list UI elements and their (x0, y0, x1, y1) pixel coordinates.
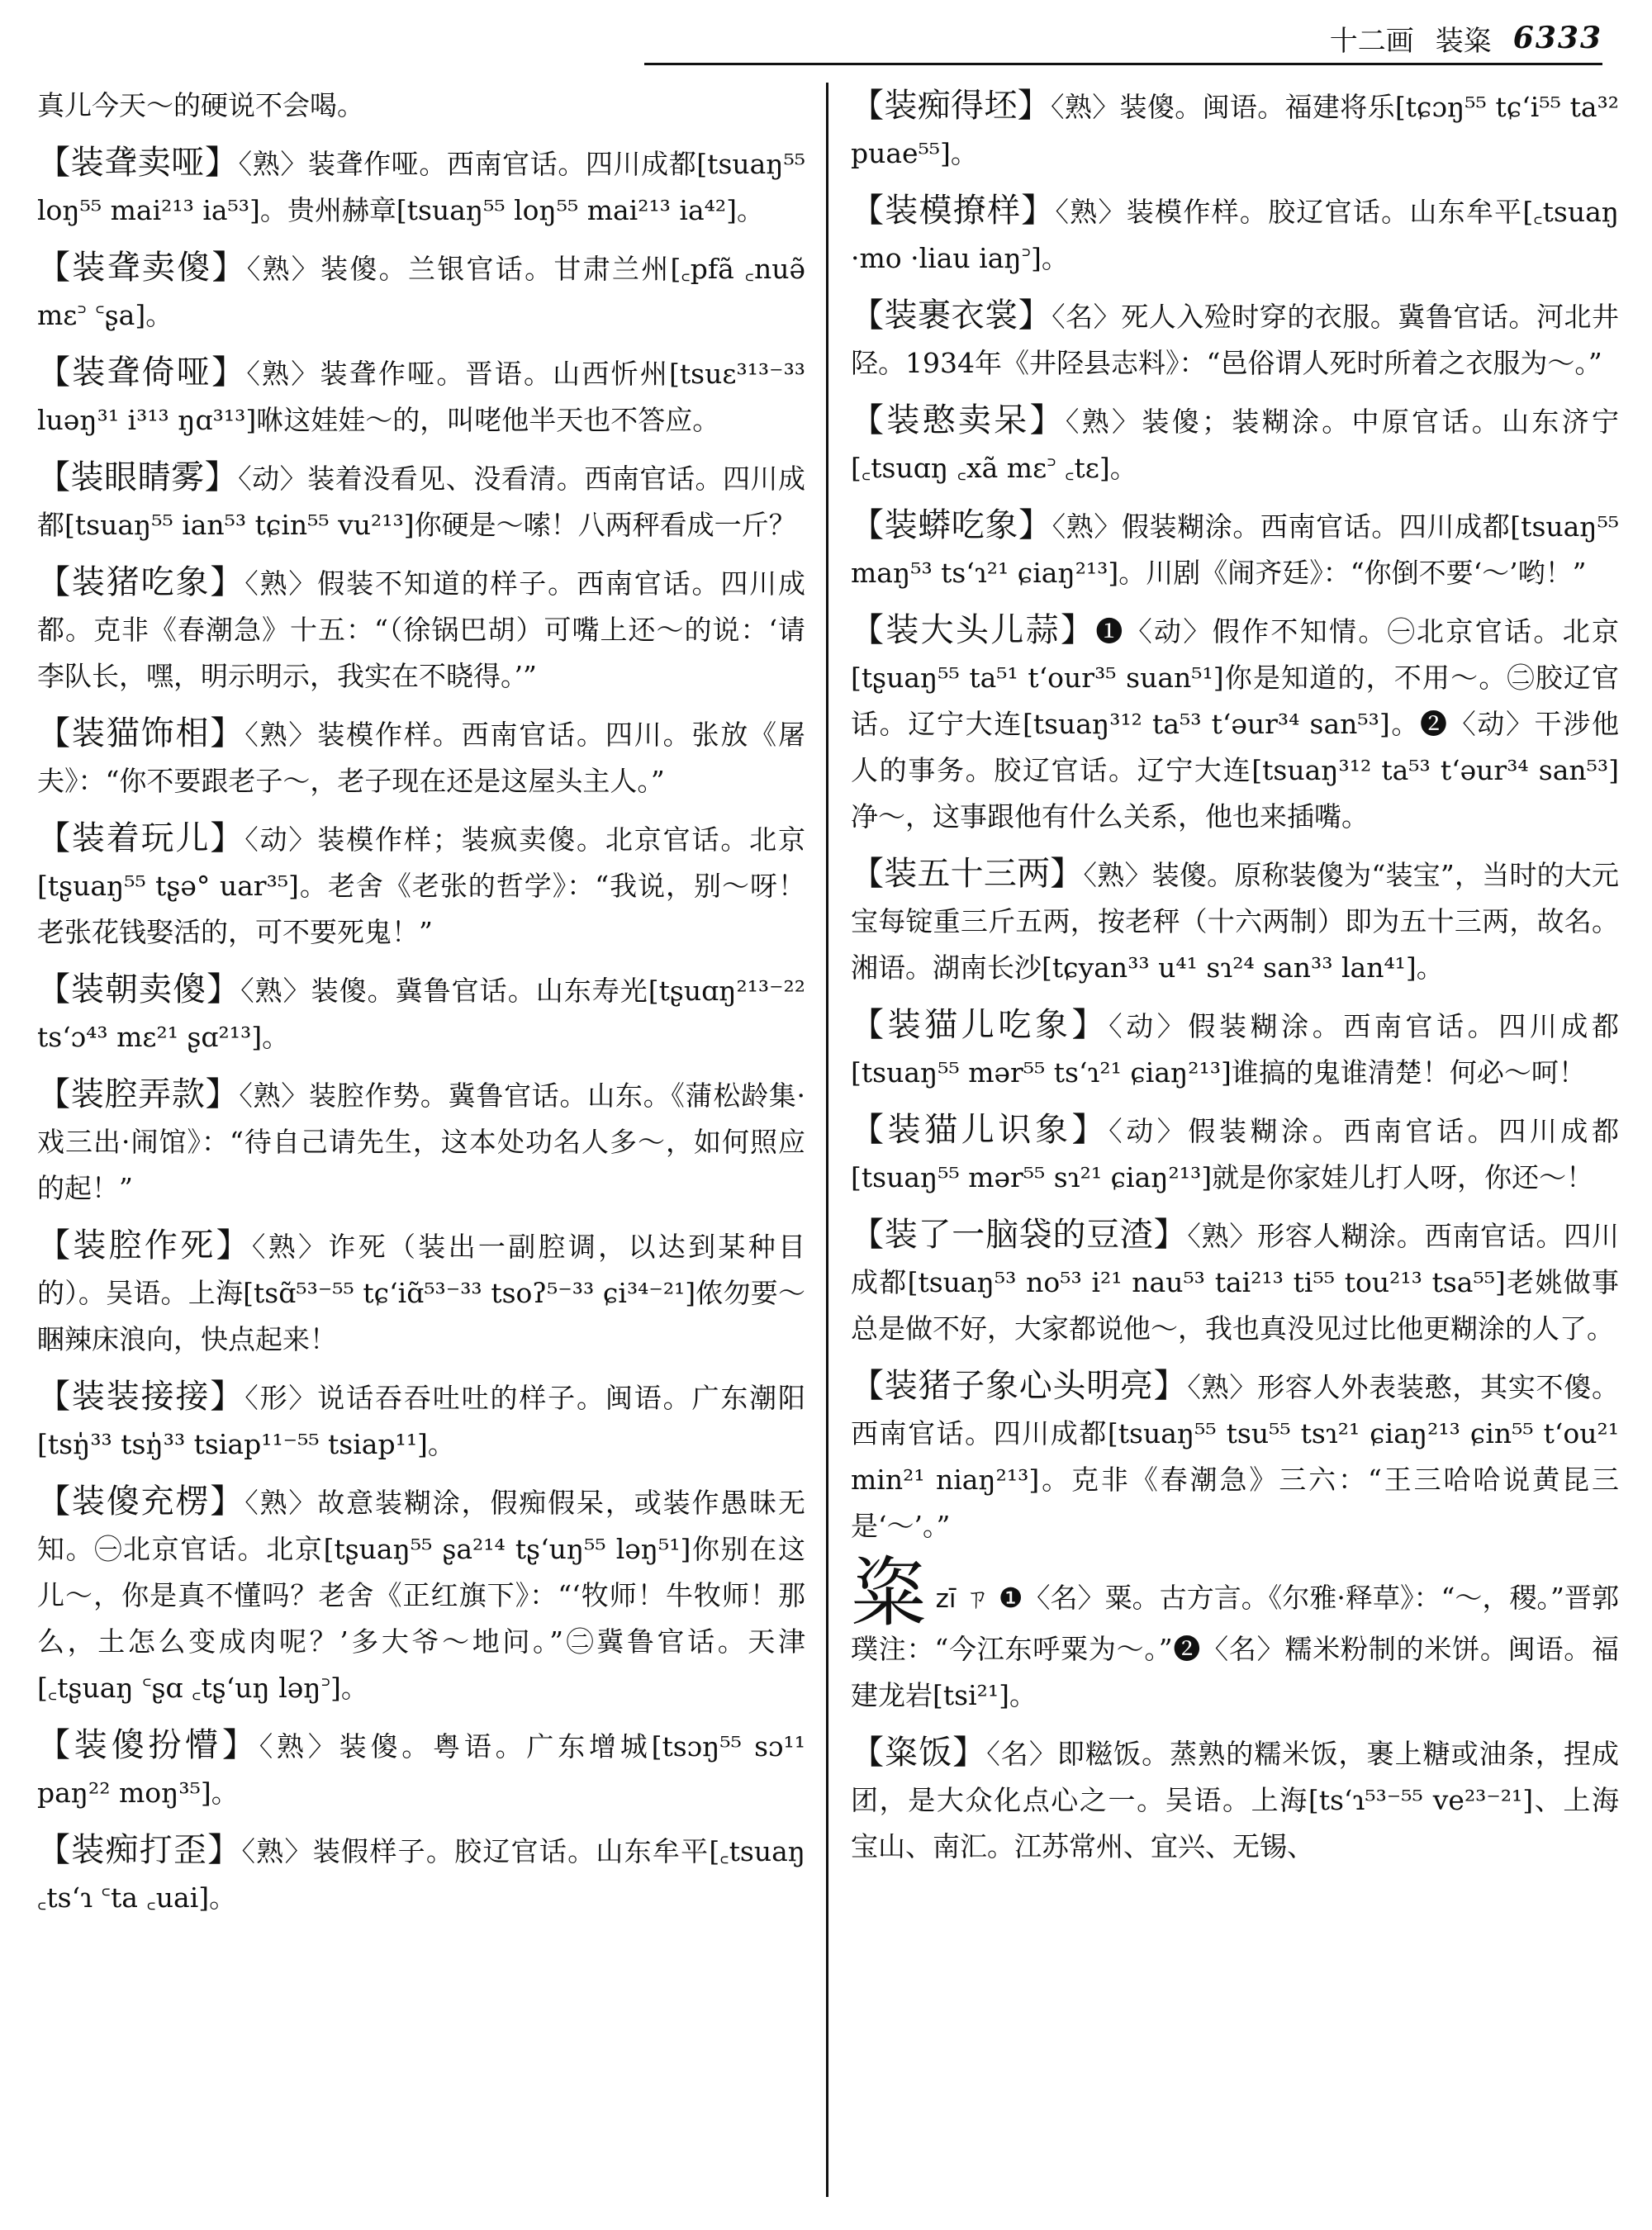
dictionary-entry: 【装猫儿吃象】〈动〉假装糊涂。西南官话。四川成都[tsuaŋ⁵⁵ mər⁵⁵ tsʻɿ²¹ ɕiaŋ²¹³]谁搞的鬼谁清楚！何必～呵！ (851, 1006, 1619, 1089)
entry-definition: ❶〈动〉假作不知情。㊀北京官话。北京[tʂuaŋ⁵⁵ ta⁵¹ tʻour³⁵ suan⁵¹]你是知道的，不用～。㊁胶辽官话。辽宁大连[tsuaŋ³¹² ta⁵³ tʻəur³⁴ san⁵³]。❷〈动〉干涉他人的事务。胶辽官话。辽宁大连[tsuaŋ³¹² ta⁵³ tʻəur³⁴ san⁵³]净～，这事跟他有什么关系，他也来插嘴。 (851, 615, 1619, 833)
entry-definition: 〈动〉装着没看见、没看清。西南官话。四川成都[tsuaŋ⁵⁵ ian⁵³ tɕin⁵⁵ vu²¹³]你硬是～嗦！八两秤看成一斤？ (37, 463, 805, 541)
headword: 装憨卖呆 (886, 401, 1030, 439)
headword: 装裹衣裳 (884, 297, 1018, 334)
page-header (1330, 15, 1602, 61)
header-rule (644, 63, 1602, 65)
entry-definition: 〈熟〉形容人外表装憨，其实不傻。西南官话。四川成都[tsuaŋ⁵⁵ tsu⁵⁵ tsɿ²¹ ɕiaŋ²¹³ ɕin⁵⁵ tʻou²¹ min²¹ niaŋ²¹³]。克非《春潮急》三六：“王三哈哈说黄昆三是‘～’。” (851, 1371, 1619, 1542)
headword: 装蟒吃象 (884, 506, 1019, 544)
dictionary-entry: 【装着玩儿】〈动〉装模作样；装疯卖傻。北京官话。北京[tʂuaŋ⁵⁵ tʂə° uar³⁵]。老舍《老张的哲学》：“我说，别～呀！老张花钱娶活的，可不要死鬼！” (37, 819, 805, 948)
entry-definition: 〈名〉即糍饭。蒸熟的糯米饭，裹上糖或油条，捏成团，是大众化点心之一。吴语。上海[tsʻɿ⁵³⁻⁵⁵ ve²³⁻²¹]、上海宝山、南汇。江苏常州、宜兴、无锡、 (851, 1738, 1619, 1862)
headword: 装猫儿识象 (887, 1111, 1072, 1149)
headword: 装聋卖哑 (70, 144, 206, 182)
dictionary-entry: 【装装接接】〈形〉说话吞吞吐吐的样子。闽语。广东潮阳[tsŋ̍³³ tsŋ̍³³ tsiap¹¹⁻⁵⁵ tsiap¹¹]。 (37, 1378, 805, 1460)
dictionary-entry: 【装聋卖哑】〈熟〉装聋作哑。西南官话。四川成都[tsuaŋ⁵⁵ loŋ⁵⁵ mai²¹³ ia⁵³]。贵州赫章[tsuaŋ⁵⁵ loŋ⁵⁵ mai²¹³ ia⁴²]。 (37, 144, 805, 226)
dictionary-entry: 【装朝卖傻】〈熟〉装傻。冀鲁官话。山东寿光[tʂuɑŋ²¹³⁻²² tsʻɔ⁴³ mɛ²¹ ʂɑ²¹³]。 (37, 970, 805, 1053)
headword: 装腔作死 (73, 1226, 216, 1264)
entry-definition: 〈熟〉装傻。粤语。广东增城[tsɔŋ⁵⁵ sɔ¹¹ paŋ²² moŋ³⁵]。 (37, 1730, 805, 1809)
entry-definition: 〈熟〉装模作样。西南官话。四川。张放《屠夫》：“你不要跟老子～，老子现在还是这屋头主人。” (37, 719, 805, 797)
headword: 装朝卖傻 (71, 970, 207, 1008)
dictionary-entry: 【装模撩样】〈熟〉装模作样。胶辽官话。山东牟平[꜀tsuaŋ ·mo ·liau iaŋ꜄]。 (851, 192, 1619, 274)
headword: 粢饭 (885, 1734, 953, 1772)
headword: 装聋卖傻 (72, 249, 212, 287)
headword: 装痴打歪 (71, 1831, 208, 1869)
entry-definition: 〈熟〉故意装糊涂，假痴假呆，或装作愚昧无知。㊀北京官话。北京[tʂuaŋ⁵⁵ ʂa²¹⁴ tʂʻuŋ⁵⁵ ləŋ⁵¹]你别在这儿～，你是真不懂吗？老舍《正红旗下》：“‘牧师！牛牧师！那么，土怎么变成肉呢？’多大爷～地问。”㊁冀鲁官话。天津[꜀tʂuaŋ ꜂ʂɑ ꜀tʂʻuŋ ləŋ꜄]。 (37, 1487, 805, 1704)
column-divider (826, 83, 828, 2197)
headword: 装装接接 (71, 1378, 211, 1416)
headword: 装腔弄款 (70, 1075, 206, 1113)
headword: 装猪吃象 (71, 563, 211, 601)
dictionary-entry: 【装大头儿蒜】❶〈动〉假作不知情。㊀北京官话。北京[tʂuaŋ⁵⁵ ta⁵¹ tʻour³⁵ suan⁵¹]你是知道的，不用～。㊁胶辽官话。辽宁大连[tsuaŋ³¹² ta⁵³ tʻəur³⁴ san⁵³]。❷〈动〉干涉他人的事务。胶辽官话。辽宁大连[tsuaŋ³¹² ta⁵³ tʻəur³⁴ san⁵³]净～，这事跟他有什么关系，他也来插嘴。 (851, 611, 1619, 833)
entry-definition: 〈熟〉装聋作哑。晋语。山西忻州[tsuɛ³¹³⁻³³ luəŋ³¹ i³¹³ ŋɑ³¹³]咻这娃娃～的，叫咾他半天也不答应。 (37, 358, 805, 436)
entry-definition: 〈熟〉装傻；装糊涂。中原官话。山东济宁[꜀tsuɑŋ ꜀xã mɛ꜄ ꜀tɛ]。 (851, 406, 1619, 484)
dictionary-entry: 【装腔作死】〈熟〉诈死（装出一副腔调，以达到某种目的）。吴语。上海[tsɑ̃⁵³⁻⁵⁵ tɕʻiɑ̃⁵³⁻³³ tsoʔ⁵⁻³³ ɕi³⁴⁻²¹]侬勿要～睏辣床浪向，快点起来！ (37, 1226, 805, 1355)
entry-definition: 〈熟〉装傻。原称装傻为“装宝”，当时的大元宝每锭重三斤五两，按老秤（十六两制）即为五十三两，故名。湘语。湖南长沙[tɕyan³³ u⁴¹ sɿ²⁴ san³³ lan⁴¹]。 (851, 859, 1619, 984)
headword: 装傻扮懵 (74, 1726, 222, 1764)
headword: 装着玩儿 (71, 819, 211, 857)
dictionary-entry: 【装眼睛雾】〈动〉装着没看见、没看清。西南官话。四川成都[tsuaŋ⁵⁵ ian⁵³ tɕin⁵⁵ vu²¹³]你硬是～嗦！八两秤看成一斤？ (37, 458, 805, 541)
dictionary-entry: 【装猪子象心头明亮】〈熟〉形容人外表装憨，其实不傻。西南官话。四川成都[tsuaŋ⁵⁵ tsu⁵⁵ tsɿ²¹ ɕiaŋ²¹³ ɕin⁵⁵ tʻou²¹ min²¹ niaŋ²¹³]。克非《春潮急》三六：“王三哈哈说黄昆三是‘～’。” (851, 1367, 1619, 1542)
entry-definition: 〈熟〉装傻。闽语。福建将乐[tɕɔŋ⁵⁵ tɕʻi⁵⁵ ta³² puae⁵⁵]。 (851, 91, 1619, 169)
entry-definition: 〈熟〉假装糊涂。西南官话。四川成都[tsuaŋ⁵⁵ maŋ⁵³ tsʻɿ²¹ ɕiaŋ²¹³]。川剧《闹齐廷》：“你倒不要‘～’哟！” (851, 510, 1619, 589)
entry-definition: 〈动〉装模作样；装疯卖傻。北京官话。北京[tʂuaŋ⁵⁵ tʂə° uar³⁵]。老舍《老张的哲学》：“我说，别～呀！老张花钱娶活的，可不要死鬼！” (37, 823, 805, 948)
entry-definition: ❶〈名〉粟。古方言。《尔雅·释草》：“～，稷。”晋郭璞注：“今江东呼粟为～。”❷〈名〉糯米粉制的米饼。闽语。福建龙岩[tsi²¹]。 (851, 1582, 1619, 1711)
headword: 装了一脑袋的豆渣 (884, 1216, 1154, 1254)
left-column (37, 83, 805, 2213)
entry-definition: 〈动〉假装糊涂。西南官话。四川成都[tsuaŋ⁵⁵ mər⁵⁵ tsʻɿ²¹ ɕiaŋ²¹³]谁搞的鬼谁清楚！何必～呵！ (851, 1010, 1619, 1089)
entry-definition: 〈熟〉假装不知道的样子。西南官话。四川成都。克非《春潮急》十五：“（徐锅巴胡）可嘴上还～的说：‘请李队长，嘿，明示明示，我实在不晓得。’” (37, 567, 805, 692)
entry-definition: 〈动〉假装糊涂。西南官话。四川成都[tsuaŋ⁵⁵ mər⁵⁵ sɿ²¹ ɕiaŋ²¹³]就是你家娃儿打人呀，你还～！ (851, 1115, 1619, 1193)
dictionary-entry: 【装腔弄款】〈熟〉装腔作势。冀鲁官话。山东。《蒲松龄集·戏三出·闹馆》：“待自己请先生，这本处功名人多～，如何照应的起！” (37, 1075, 805, 1204)
dictionary-entry: 【装傻扮懵】〈熟〉装傻。粤语。广东增城[tsɔŋ⁵⁵ sɔ¹¹ paŋ²² moŋ³⁵]。 (37, 1726, 805, 1809)
entry-definition: 〈熟〉装傻。冀鲁官话。山东寿光[tʂuɑŋ²¹³⁻²² tsʻɔ⁴³ mɛ²¹ ʂɑ²¹³]。 (37, 975, 805, 1053)
right-column (851, 83, 1619, 2213)
entry-definition: 〈熟〉装聋作哑。西南官话。四川成都[tsuaŋ⁵⁵ loŋ⁵⁵ mai²¹³ ia⁵³]。贵州赫章[tsuaŋ⁵⁵ loŋ⁵⁵ mai²¹³ ia⁴²]。 (37, 148, 805, 226)
character-reading: zī ㄗ (935, 1584, 990, 1614)
headword: 装猫儿吃象 (887, 1006, 1072, 1044)
dictionary-entry: 【装猫儿识象】〈动〉假装糊涂。西南官话。四川成都[tsuaŋ⁵⁵ mər⁵⁵ sɿ²¹ ɕiaŋ²¹³]就是你家娃儿打人呀，你还～！ (851, 1111, 1619, 1193)
dictionary-entry: 【装聋卖傻】〈熟〉装傻。兰银官话。甘肃兰州[꜀pfã ꜀nuə̃ mɛ꜄ ꜂ʂa]。 (37, 249, 805, 331)
dictionary-entry: 【装聋倚哑】〈熟〉装聋作哑。晋语。山西忻州[tsuɛ³¹³⁻³³ luəŋ³¹ i³¹³ ŋɑ³¹³]咻这娃娃～的，叫咾他半天也不答应。 (37, 353, 805, 436)
dictionary-entry: 【装了一脑袋的豆渣】〈熟〉形容人糊涂。西南官话。四川成都[tsuaŋ⁵³ no⁵³ i²¹ nau⁵³ tai²¹³ ti⁵⁵ tou²¹³ tsa⁵⁵]老姚做事总是做不好，大家都说他～，我也真没见过比他更糊涂的人了。 (851, 1216, 1619, 1345)
headword: 装眼睛雾 (70, 458, 205, 496)
entry-definition: 〈形〉说话吞吞吐吐的样子。闽语。广东潮阳[tsŋ̍³³ tsŋ̍³³ tsiap¹¹⁻⁵⁵ tsiap¹¹]。 (37, 1382, 805, 1460)
headword: 装猪子象心头明亮 (884, 1367, 1154, 1405)
entry-definition: 〈熟〉形容人糊涂。西南官话。四川成都[tsuaŋ⁵³ no⁵³ i²¹ nau⁵³ tai²¹³ ti⁵⁵ tou²¹³ tsa⁵⁵]老姚做事总是做不好，大家都说他～，我也真没见过比他更糊涂的人了。 (851, 1220, 1619, 1345)
entry-definition: 〈熟〉诈死（装出一副腔调，以达到某种目的）。吴语。上海[tsɑ̃⁵³⁻⁵⁵ tɕʻiɑ̃⁵³⁻³³ tsoʔ⁵⁻³³ ɕi³⁴⁻²¹]侬勿要～睏辣床浪向，快点起来！ (37, 1231, 805, 1355)
dictionary-entry: 【装痴打歪】〈熟〉装假样子。胶辽官话。山东牟平[꜀tsuaŋ ꜀tsʻɿ ꜂ta ꜀uai]。 (37, 1831, 805, 1914)
page-number: 6333 (1512, 21, 1602, 55)
dictionary-entry: 【装憨卖呆】〈熟〉装傻；装糊涂。中原官话。山东济宁[꜀tsuɑŋ ꜀xã mɛ꜄ ꜀tɛ]。 (851, 401, 1619, 484)
dictionary-entry: 【装猪吃象】〈熟〉假装不知道的样子。西南官话。四川成都。克非《春潮急》十五：“（徐锅巴胡）可嘴上还～的说：‘请李队长，嘿，明示明示，我实在不晓得。’” (37, 563, 805, 692)
continuation-text: 真儿今天～的硬说不会喝。 (37, 89, 364, 121)
headword: 装大头儿蒜 (885, 611, 1061, 649)
entry-definition: 〈熟〉装假样子。胶辽官话。山东牟平[꜀tsuaŋ ꜀tsʻɿ ꜂ta ꜀uai]。 (37, 1835, 805, 1914)
headword: 装傻充楞 (71, 1483, 211, 1521)
head-character: 粢 (851, 1549, 928, 1637)
headword: 装聋倚哑 (72, 353, 212, 391)
headword: 装模撩样 (885, 192, 1022, 230)
dictionary-entry: 【装蟒吃象】〈熟〉假装糊涂。西南官话。四川成都[tsuaŋ⁵⁵ maŋ⁵³ tsʻɿ²¹ ɕiaŋ²¹³]。川剧《闹齐廷》：“你倒不要‘～’哟！” (851, 506, 1619, 589)
entry-definition: 〈名〉死人入殓时穿的衣服。冀鲁官话。河北井陉。1934年《井陉县志料》：“邑俗谓人死时所着之衣服为～。” (851, 301, 1619, 379)
headword: 装痴得坯 (884, 87, 1018, 125)
entry-definition: 〈熟〉装腔作势。冀鲁官话。山东。《蒲松龄集·戏三出·闹馆》：“待自己请先生，这本处功名人多～，如何照应的起！” (37, 1079, 805, 1204)
dictionary-entry: 【装傻充楞】〈熟〉故意装糊涂，假痴假呆，或装作愚昧无知。㊀北京官话。北京[tʂuaŋ⁵⁵ ʂa²¹⁴ tʂʻuŋ⁵⁵ ləŋ⁵¹]你别在这儿～，你是真不懂吗？老舍《正红旗下》：“‘牧师！牛牧师！那么，土怎么变成肉呢？’多大爷～地问。”㊁冀鲁官话。天津[꜀tʂuaŋ ꜂ʂɑ ꜀tʂʻuŋ ləŋ꜄]。 (37, 1483, 805, 1704)
dictionary-entry: 【装猫饰相】〈熟〉装模作样。西南官话。四川。张放《屠夫》：“你不要跟老子～，老子现在还是这屋头主人。” (37, 714, 805, 797)
headword: 装五十三两 (884, 855, 1051, 893)
entry-definition: 〈熟〉装傻。兰银官话。甘肃兰州[꜀pfã ꜀nuə̃ mɛ꜄ ꜂ʂa]。 (37, 253, 805, 331)
dictionary-entry: 【装五十三两】〈熟〉装傻。原称装傻为“装宝”，当时的大元宝每锭重三斤五两，按老秤（十六两制）即为五十三两，故名。湘语。湖南长沙[tɕyan³³ u⁴¹ sɿ²⁴ san³³ lan⁴¹]。 (851, 855, 1619, 984)
entry-definition: 〈熟〉装模作样。胶辽官话。山东牟平[꜀tsuaŋ ·mo ·liau iaŋ꜄]。 (851, 196, 1619, 274)
dictionary-entry: 【装裹衣裳】〈名〉死人入殓时穿的衣服。冀鲁官话。河北井陉。1934年《井陉县志料》：“邑俗谓人死时所着之衣服为～。” (851, 297, 1619, 379)
dictionary-entry: 【粢饭】〈名〉即糍饭。蒸熟的糯米饭，裹上糖或油条，捏成团，是大众化点心之一。吴语。上海[tsʻɿ⁵³⁻⁵⁵ ve²³⁻²¹]、上海宝山、南汇。江苏常州、宜兴、无锡、 (851, 1734, 1619, 1862)
section-label: 十二画 (1329, 24, 1414, 58)
headword: 装猫饰相 (71, 714, 211, 752)
header-chars: 装粢 (1435, 24, 1492, 58)
character-entry (851, 1549, 1619, 1719)
dictionary-entry: 【装痴得坯】〈熟〉装傻。闽语。福建将乐[tɕɔŋ⁵⁵ tɕʻi⁵⁵ ta³² puae⁵⁵]。 (851, 87, 1619, 169)
